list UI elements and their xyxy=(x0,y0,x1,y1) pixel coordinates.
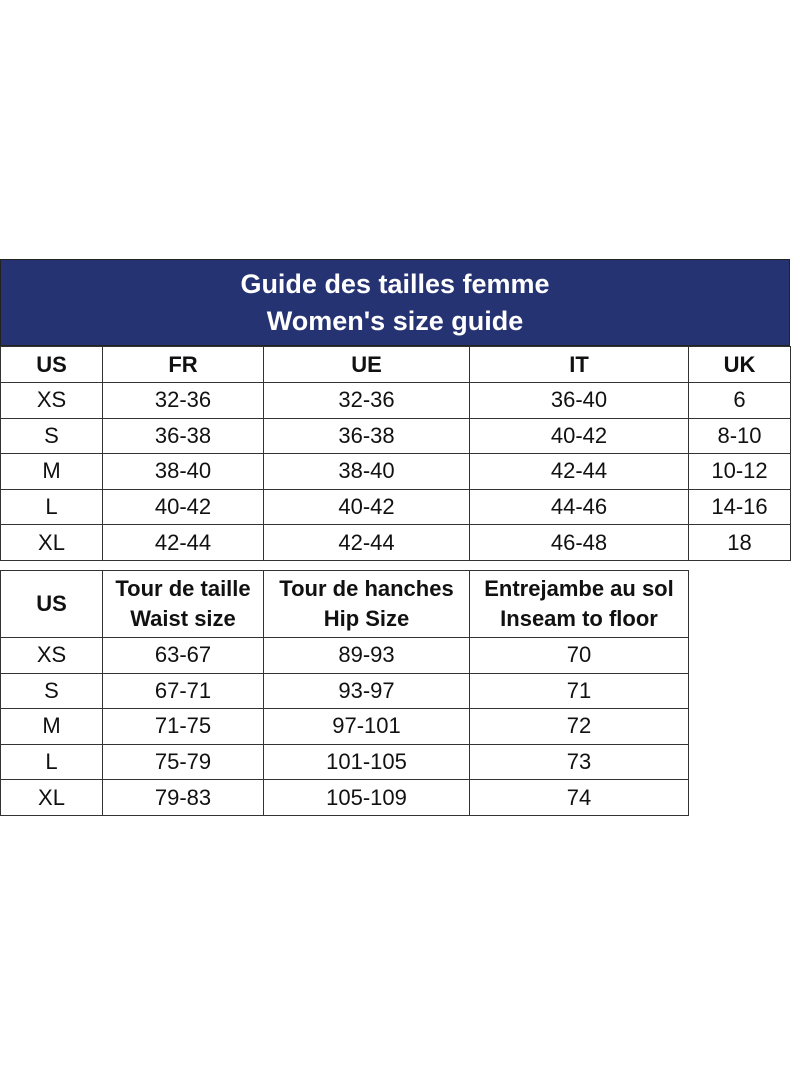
size-guide xyxy=(0,259,790,816)
table-cell: XS xyxy=(1,383,103,419)
table-cell: M xyxy=(1,709,103,745)
header-label-french: Tour de taille xyxy=(115,575,251,601)
table-cell: 14-16 xyxy=(689,489,791,525)
table-cell: XL xyxy=(1,525,103,561)
table-cell: 105-109 xyxy=(264,780,470,816)
table-cell: S xyxy=(1,673,103,709)
title-banner xyxy=(0,259,790,346)
table-cell: S xyxy=(1,418,103,454)
header-cell-hip xyxy=(264,570,470,637)
table-cell: 74 xyxy=(470,780,689,816)
table-cell: 93-97 xyxy=(264,673,470,709)
header-cell-it: IT xyxy=(470,347,689,383)
table-cell: 71 xyxy=(470,673,689,709)
header-cell-us xyxy=(1,570,103,637)
table-cell: L xyxy=(1,744,103,780)
table-cell: 79-83 xyxy=(103,780,264,816)
header-label: US xyxy=(36,590,67,616)
table-cell: 44-46 xyxy=(470,489,689,525)
table-cell: 6 xyxy=(689,383,791,419)
header-cell-waist xyxy=(103,570,264,637)
table-cell: 18 xyxy=(689,525,791,561)
table-cell: 40-42 xyxy=(470,418,689,454)
table-row xyxy=(1,418,791,454)
table-cell: 73 xyxy=(470,744,689,780)
table-cell: 46-48 xyxy=(470,525,689,561)
header-cell-inseam xyxy=(470,570,689,637)
header-cell-ue: UE xyxy=(264,347,470,383)
table-row xyxy=(1,489,791,525)
table-cell: 8-10 xyxy=(689,418,791,454)
header-label-english: Hip Size xyxy=(323,605,410,631)
table-row xyxy=(1,525,791,561)
header-cell-uk: UK xyxy=(689,347,791,383)
table-cell: XS xyxy=(1,637,103,673)
table-row xyxy=(1,709,689,745)
table-cell: 72 xyxy=(470,709,689,745)
table-cell: 38-40 xyxy=(103,454,264,490)
table-cell: 71-75 xyxy=(103,709,264,745)
header-cell-us: US xyxy=(1,347,103,383)
header-label-french: Entrejambe au sol xyxy=(484,575,674,601)
table-cell: 101-105 xyxy=(264,744,470,780)
table-row xyxy=(1,454,791,490)
table-row xyxy=(1,744,689,780)
title-english: Women's size guide xyxy=(266,305,524,336)
table-cell: 42-44 xyxy=(264,525,470,561)
table-cell: 97-101 xyxy=(264,709,470,745)
table-row xyxy=(1,637,689,673)
table-cell: 42-44 xyxy=(470,454,689,490)
table-cell: 75-79 xyxy=(103,744,264,780)
table-cell: 36-38 xyxy=(264,418,470,454)
table-cell: 36-38 xyxy=(103,418,264,454)
table-cell: 32-36 xyxy=(264,383,470,419)
table-cell: 70 xyxy=(470,637,689,673)
table-cell: XL xyxy=(1,780,103,816)
table-cell: 67-71 xyxy=(103,673,264,709)
table-cell: 63-67 xyxy=(103,637,264,673)
header-cell-fr: FR xyxy=(103,347,264,383)
table-cell: 10-12 xyxy=(689,454,791,490)
table-cell: L xyxy=(1,489,103,525)
header-label-french: Tour de hanches xyxy=(279,575,454,601)
table-header-row xyxy=(1,347,791,383)
table-row xyxy=(1,780,689,816)
body-measurements-table xyxy=(0,570,689,816)
table-cell: 38-40 xyxy=(264,454,470,490)
table-cell: M xyxy=(1,454,103,490)
table-cell: 36-40 xyxy=(470,383,689,419)
header-label-english: Inseam to floor xyxy=(500,605,658,631)
size-conversion-table xyxy=(0,346,791,561)
table-cell: 32-36 xyxy=(103,383,264,419)
table-header-row xyxy=(1,570,689,637)
table-cell: 40-42 xyxy=(264,489,470,525)
table-row xyxy=(1,673,689,709)
header-label-english: Waist size xyxy=(130,605,236,631)
table-row xyxy=(1,383,791,419)
title-french: Guide des tailles femme xyxy=(240,268,550,299)
table-cell: 42-44 xyxy=(103,525,264,561)
table-cell: 40-42 xyxy=(103,489,264,525)
table-cell: 89-93 xyxy=(264,637,470,673)
